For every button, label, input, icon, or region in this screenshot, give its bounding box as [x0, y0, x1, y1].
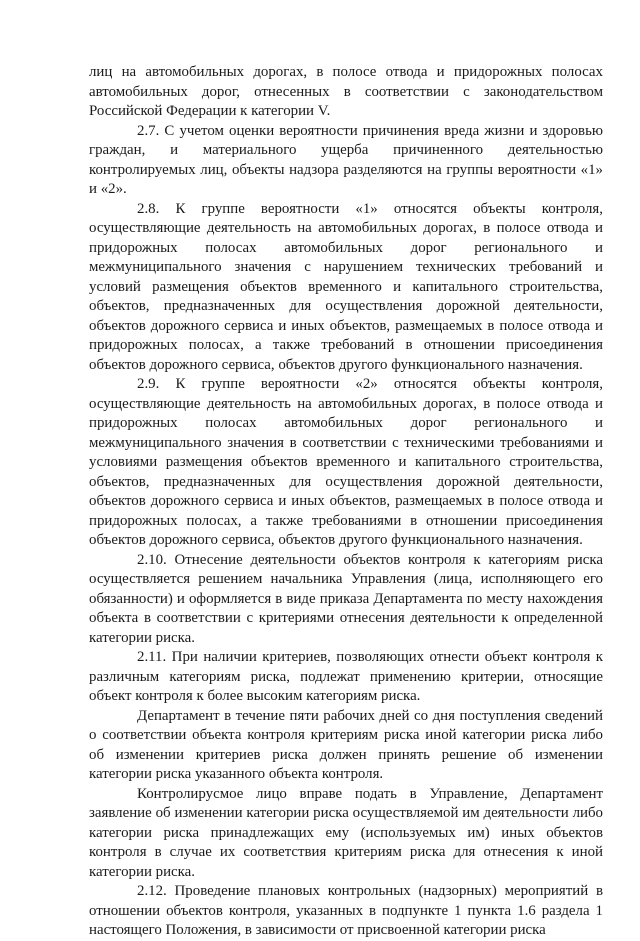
paragraph-2-11: 2.11. При наличии критериев, позволяющих отнести объект контроля к различным категориям риска, подлежат применению критерии, относящие объект контроля к более высоким категориям риска. [89, 649, 603, 704]
paragraph-2-9: 2.9. К группе вероятности «2» относятся объекты контроля, осуществляющие деятельность на автомобильных дорогах, в полосе отвода и придорожных полосах автомобильных дорог регионального и межмуниципального значения в соответствии с техническими требованиями и условиями размещения объектов временного и капитального строительства, объектов, предназначенных для осуществления дорожной деятельности, объектов дорожного сервиса и иных объектов, размещаемых в полосе отвода и придорожных полосах, а также требованиями в отношении присоединения объектов дорожного сервиса, объектов другого функционального назначения. [89, 376, 603, 548]
paragraph-department: Департамент в течение пяти рабочих дней со дня поступления сведений о соответствии объекта контроля критериям риска иной категории риска либо об изменении критериев риска должен принять решение об изменении категории риска указанного объекта контроля. [89, 707, 603, 782]
document-body [89, 63, 603, 941]
paragraph-2-10: 2.10. Отнесение деятельности объектов контроля к категориям риска осуществляется решением начальника Управления (лица, исполняющего его обязанности) и оформляется в виде приказа Департамента по месту нахождения объекта в соответствии с критериями отнесения деятельности к определенной категории риска. [89, 551, 603, 646]
paragraph-controlled-person: Контролирусмое лицо вправе подать в Управление, Департамент заявление об изменении категории риска осуществляемой им деятельности либо категории риска принадлежащих ему (используемых им) иных объектов контроля в случае их соответствия критериям риска для отнесения к иной категории риска. [89, 785, 603, 880]
paragraph-continuation: лиц на автомобильных дорогах, в полосе отвода и придорожных полосах автомобильных дорог, отнесенных в соответствии с законодательством Российской Федерации к категории V. [89, 64, 603, 119]
paragraph-2-8: 2.8. К группе вероятности «1» относятся объекты контроля, осуществляющие деятельность на автомобильных дорогах, в полосе отвода и придорожных полосах автомобильных дорог регионального и межмуниципального значения с нарушением технических требований и условий размещения объектов временного и капитального строительства, объектов, предназначенных для осуществления дорожной деятельности, объектов дорожного сервиса и иных объектов, размещаемых в полосе отвода и придорожных полосах, а также требований в отношении присоединения объектов дорожного сервиса, объектов другого функционального назначения. [89, 200, 603, 373]
paragraph-2-7: 2.7. С учетом оценки вероятности причинения вреда жизни и здоровью граждан, и материального ущерба причиненного деятельностью контролируемых лиц, объекты надзора разделяются на группы вероятности «1» и «2». [89, 122, 603, 197]
paragraph-2-12: 2.12. Проведение плановых контрольных (надзорных) мероприятий в отношении объектов контроля, указанных в подпункте 1 пункта 1.6 раздела 1 настоящего Положения, в зависимости от присвоенной категории риска [89, 883, 603, 938]
